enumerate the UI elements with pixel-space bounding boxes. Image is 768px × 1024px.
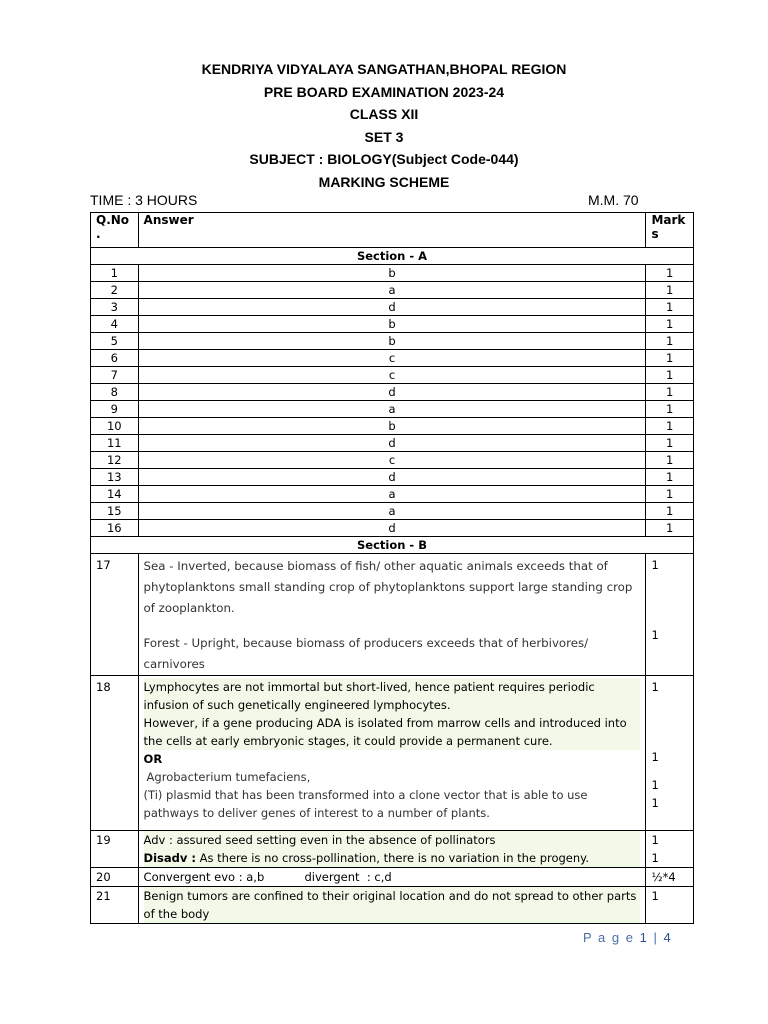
table-row xyxy=(91,333,694,350)
max-marks-label: M.M. 70 xyxy=(588,192,639,208)
exam-title: PRE BOARD EXAMINATION 2023-24 xyxy=(263,83,505,100)
q-number: 21 xyxy=(91,887,139,924)
answer-cell: d xyxy=(138,435,646,452)
table-row xyxy=(91,316,694,333)
class-title: CLASS XII xyxy=(349,106,419,122)
answer-cell xyxy=(138,676,646,831)
marks-cell: 1 xyxy=(646,282,694,299)
table-row-q21 xyxy=(91,887,694,924)
page-separator: | xyxy=(653,930,659,945)
q-number: 16 xyxy=(91,520,139,537)
q-number: 15 xyxy=(91,503,139,520)
table-row xyxy=(91,452,694,469)
set-title: SET 3 xyxy=(364,128,404,145)
table-row xyxy=(91,520,694,537)
marks-cell: 1 xyxy=(646,384,694,401)
answer-cell: Convergent evo : a,b divergent : c,d xyxy=(138,868,646,887)
section-b-label: Section - B xyxy=(91,537,694,554)
answer-cell: a xyxy=(138,503,646,520)
q18-answer-ada: However, if a gene producing ADA is isolated from marrow cells and introduced into the cells at early embryonic stages, it could provide a permanent cure. xyxy=(144,714,641,750)
table-row xyxy=(91,435,694,452)
q-number: 6 xyxy=(91,350,139,367)
answer-cell xyxy=(138,831,646,868)
answer-cell xyxy=(138,887,646,924)
q19-mark-2: 1 xyxy=(651,851,659,865)
table-row xyxy=(91,367,694,384)
marks-cell: ½*4 xyxy=(646,868,694,887)
marks-cell xyxy=(646,676,694,831)
document-header xyxy=(0,58,768,193)
table-row-q19 xyxy=(91,831,694,868)
col-marks-header: Mark s xyxy=(646,213,694,248)
answer-cell: b xyxy=(138,316,646,333)
q19-dis-text: As there is no cross-pollination, there is no variation in the progeny. xyxy=(199,851,589,865)
answer-cell: b xyxy=(138,418,646,435)
scheme-title: MARKING SCHEME xyxy=(318,173,450,190)
q19-mark-1: 1 xyxy=(651,833,659,847)
q17-answer-sea: Sea - Inverted, because biomass of fish/ other aquatic animals exceeds that of phytoplanktons small standing crop of phytoplanktons support large standing crop of zooplankton. xyxy=(143,559,633,615)
answer-cell: c xyxy=(138,367,646,384)
answer-cell: a xyxy=(138,401,646,418)
q19-advantage xyxy=(144,831,641,849)
q-number: 7 xyxy=(91,367,139,384)
table-row xyxy=(91,265,694,282)
col-answer-header: Answer xyxy=(138,213,646,248)
q17-mark-1: 1 xyxy=(651,558,659,572)
exam-meta xyxy=(90,192,690,212)
answer-cell: b xyxy=(138,265,646,282)
marks-cell: 1 xyxy=(646,333,694,350)
q19-disadvantage xyxy=(144,849,641,867)
table-row xyxy=(91,418,694,435)
marks-cell: 1 xyxy=(646,503,694,520)
q21-answer: Benign tumors are confined to their original location and do not spread to other parts of the body xyxy=(144,887,641,923)
table-row-q20 xyxy=(91,868,694,887)
org-title: KENDRIYA VIDYALAYA SANGATHAN,BHOPAL REGION xyxy=(201,61,567,77)
q-number: 11 xyxy=(91,435,139,452)
answer-cell: a xyxy=(138,486,646,503)
q19-adv-text: assured seed setting even in the absence of pollinators xyxy=(176,833,496,847)
table-row xyxy=(91,469,694,486)
marks-cell: 1 xyxy=(646,367,694,384)
table-header-row xyxy=(91,213,694,248)
table-row xyxy=(91,401,694,418)
answer-cell: c xyxy=(138,350,646,367)
answer-cell: d xyxy=(138,520,646,537)
q-number: 17 xyxy=(91,554,139,676)
answer-cell xyxy=(138,554,646,676)
table-row xyxy=(91,282,694,299)
table-row-q17 xyxy=(91,554,694,676)
table-row xyxy=(91,299,694,316)
table-row xyxy=(91,486,694,503)
q-number: 9 xyxy=(91,401,139,418)
q-number: 12 xyxy=(91,452,139,469)
q-number: 3 xyxy=(91,299,139,316)
marks-cell: 1 xyxy=(646,452,694,469)
q-number: 19 xyxy=(91,831,139,868)
q-number: 8 xyxy=(91,384,139,401)
marking-scheme-table xyxy=(90,212,694,924)
marks-cell: 1 xyxy=(646,469,694,486)
q19-adv-label: Adv : xyxy=(143,833,173,847)
time-label: TIME : 3 HOURS xyxy=(90,192,198,208)
table-row-q18 xyxy=(91,676,694,831)
q18-mark-1: 1 xyxy=(651,680,659,694)
marks-cell: 1 xyxy=(646,350,694,367)
q17-answer-forest: Forest - Upright, because biomass of producers exceeds that of herbivores/ carnivores xyxy=(143,636,589,671)
marks-cell: 1 xyxy=(646,486,694,503)
answer-cell: d xyxy=(138,299,646,316)
q-number: 4 xyxy=(91,316,139,333)
q-number: 1 xyxy=(91,265,139,282)
marks-cell: 1 xyxy=(646,435,694,452)
section-a-row xyxy=(91,248,694,265)
q18-answer-ti-plasmid: (Ti) plasmid that has been transformed into a clone vector that is able to use pathways to deliver genes of interest to a number of plants. xyxy=(143,788,588,820)
q-number: 14 xyxy=(91,486,139,503)
q18-mark-4: 1 xyxy=(651,796,659,810)
section-a-label: Section - A xyxy=(91,248,694,265)
marks-cell: 1 xyxy=(646,316,694,333)
marks-cell: 1 xyxy=(646,299,694,316)
marks-cell: 1 xyxy=(646,520,694,537)
answer-cell: d xyxy=(138,469,646,486)
page-word: P a g e xyxy=(583,930,635,945)
q18-or-label: OR xyxy=(143,752,163,766)
q-number: 10 xyxy=(91,418,139,435)
page-total: 4 xyxy=(663,930,673,945)
q-number: 5 xyxy=(91,333,139,350)
section-b-row xyxy=(91,537,694,554)
page-number: 1 xyxy=(639,930,649,945)
page-footer xyxy=(583,930,672,945)
q18-mark-3: 1 xyxy=(651,778,659,792)
marks-cell xyxy=(646,554,694,676)
q-number: 2 xyxy=(91,282,139,299)
marks-cell: 1 xyxy=(646,887,694,924)
q18-answer-lymphocytes: Lymphocytes are not immortal but short-lived, hence patient requires periodic infusion of such genetically engineered lymphocytes. xyxy=(144,678,641,714)
col-qno-header: Q.No . xyxy=(91,213,139,248)
marks-cell xyxy=(646,831,694,868)
q-number: 18 xyxy=(91,676,139,831)
answer-cell: c xyxy=(138,452,646,469)
marks-cell: 1 xyxy=(646,401,694,418)
q-number: 13 xyxy=(91,469,139,486)
table-row xyxy=(91,503,694,520)
table-row xyxy=(91,384,694,401)
q19-dis-label: Disadv : xyxy=(143,851,196,865)
q18-mark-2: 1 xyxy=(651,750,659,764)
q17-mark-2: 1 xyxy=(651,628,659,642)
marks-cell: 1 xyxy=(646,418,694,435)
answer-cell: d xyxy=(138,384,646,401)
marks-cell: 1 xyxy=(646,265,694,282)
q-number: 20 xyxy=(91,868,139,887)
answer-cell: a xyxy=(138,282,646,299)
subject-title: SUBJECT : BIOLOGY(Subject Code-044) xyxy=(249,151,519,167)
answer-cell: b xyxy=(138,333,646,350)
q18-answer-agrobacterium: Agrobacterium tumefaciens, xyxy=(146,770,311,784)
table-row xyxy=(91,350,694,367)
